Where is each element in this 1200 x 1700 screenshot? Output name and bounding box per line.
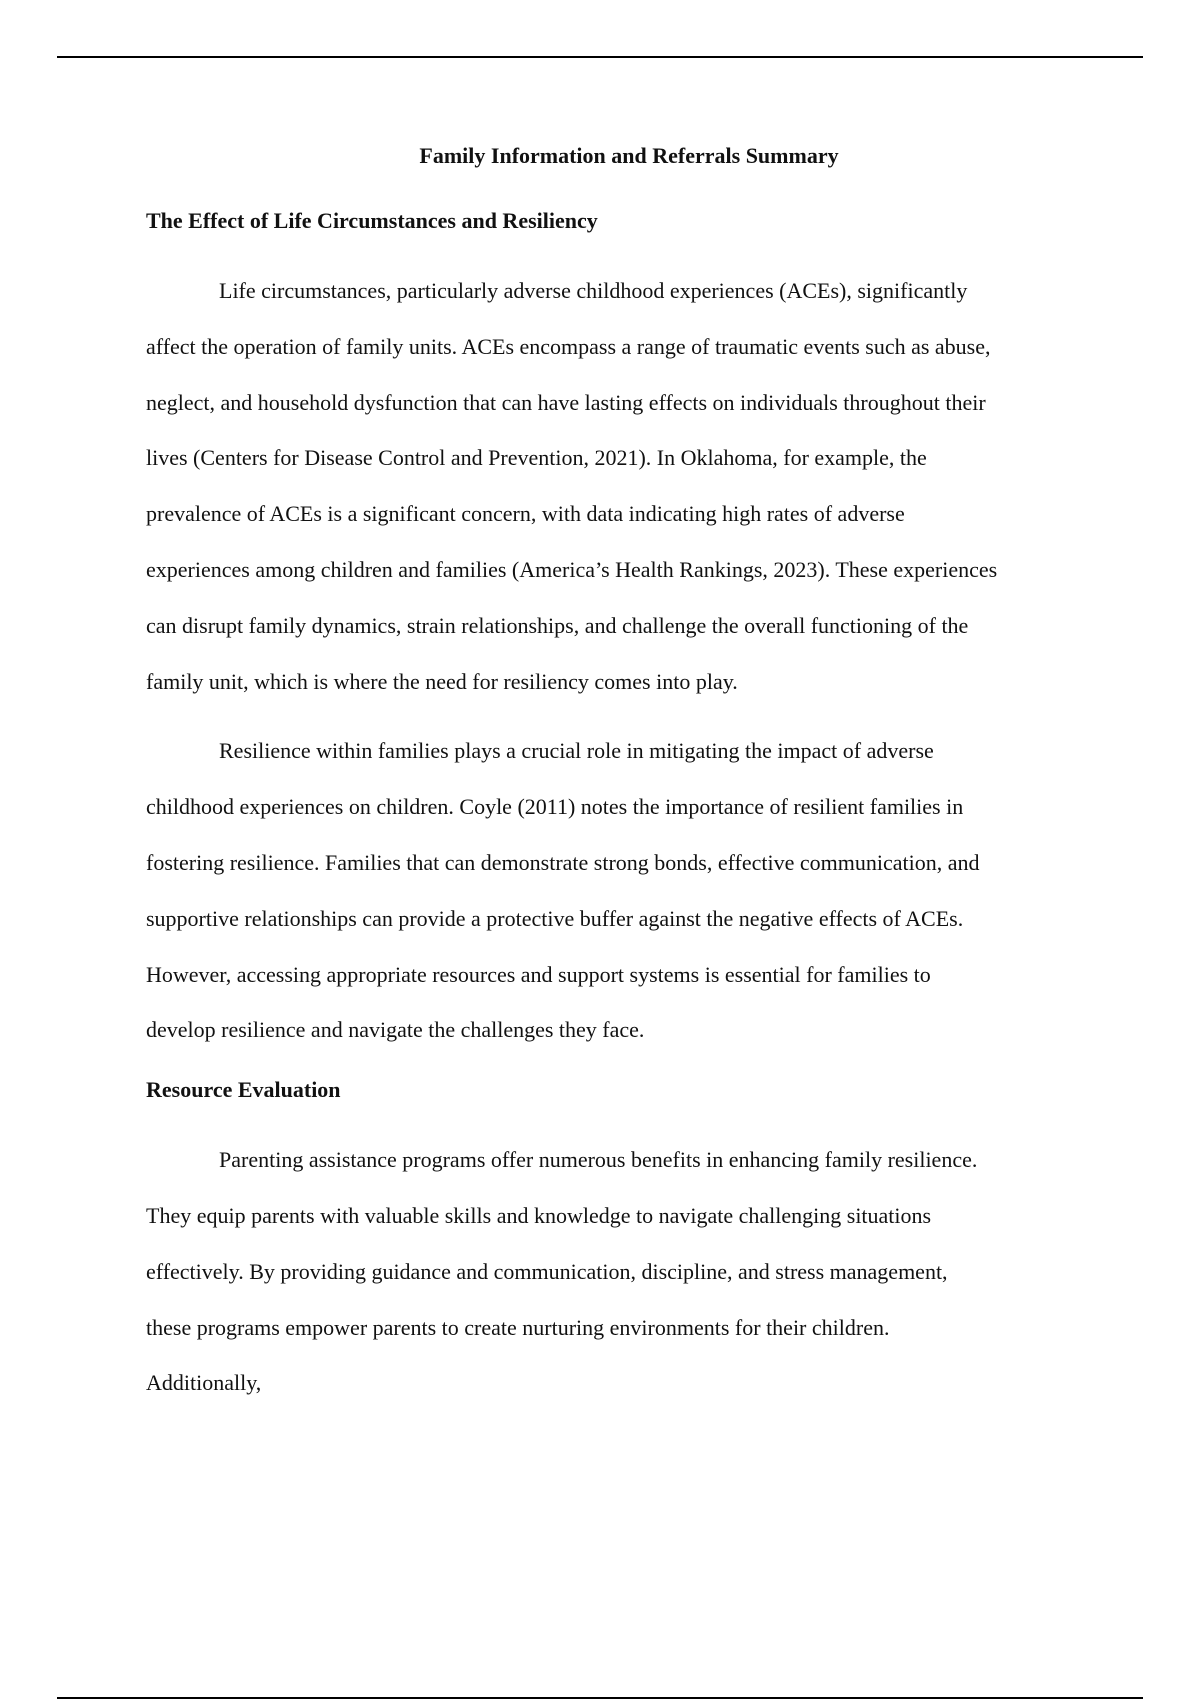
section-heading: The Effect of Life Circumstances and Resiliency xyxy=(146,208,598,233)
section-resource-evaluation xyxy=(146,1076,1098,1411)
paragraph: Parenting assistance programs offer numerous benefits in enhancing family resilience. They equip parents with valuable skills and knowledge to navigate challenging situations effectively. By providing guidance and communication, discipline, and stress management, these programs empower parents to create nurturing environments for their children. Additionally, xyxy=(146,1147,978,1396)
paragraph: Life circumstances, particularly adverse childhood experiences (ACEs), significantly affect the operation of family units. ACEs encompass a range of traumatic events such as abuse, neglect, and household dysfunction that can have lasting effects on individuals throughout their lives (Centers for Disease Control and Prevention, 2021). In Oklahoma, for example, the prevalence of ACEs is a significant concern, with data indicating high rates of adverse experiences among children and families (America’s Health Rankings, 2023). These experiences can disrupt family dynamics, strain relationships, and challenge the overall functioning of the family unit, which is where the need for resiliency comes into play. xyxy=(146,278,998,694)
document-title: Family Information and Referrals Summary xyxy=(419,143,839,168)
section-heading: Resource Evaluation xyxy=(146,1077,341,1103)
page-top-rule xyxy=(57,56,1143,58)
document-page xyxy=(146,142,1098,1425)
section-life-circumstances xyxy=(146,207,1098,1058)
page-bottom-rule xyxy=(57,1697,1143,1699)
paragraph: Resilience within families plays a crucial role in mitigating the impact of adverse childhood experiences on children. Coyle (2011) notes the importance of resilient families in fostering resilience. Families that can demonstrate strong bonds, effective communication, and supportive relationships can provide a protective buffer against the negative effects of ACEs. However, accessing appropriate resources and support systems is essential for families to develop resilience and navigate the challenges they face. xyxy=(146,738,980,1043)
